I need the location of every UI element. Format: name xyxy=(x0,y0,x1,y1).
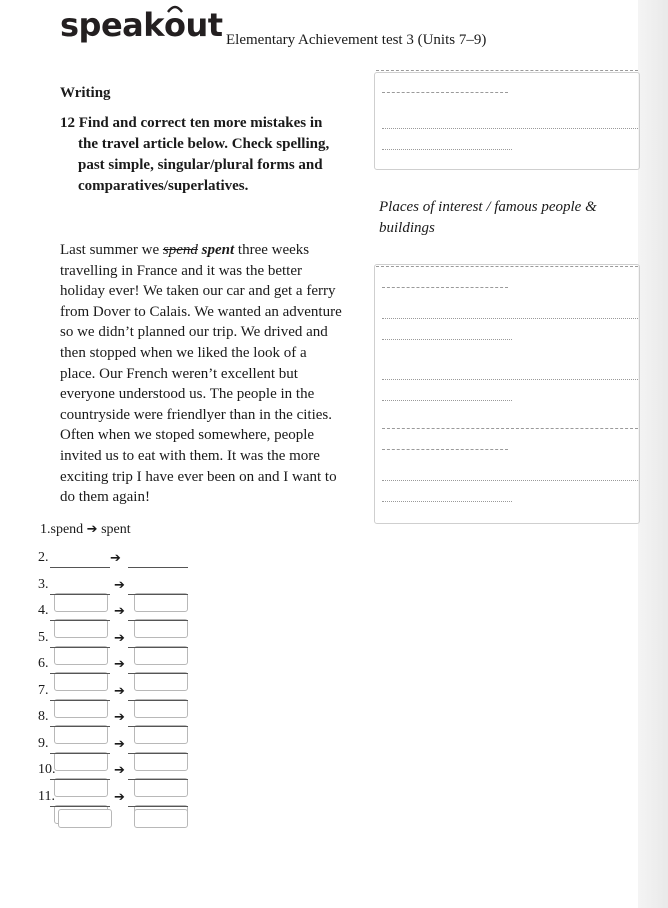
wrong-word-input[interactable] xyxy=(54,646,108,665)
answer-number: 3. xyxy=(38,576,49,592)
answer-number: 2. xyxy=(38,550,49,565)
arrow-right-icon: ➔ xyxy=(114,577,125,593)
logo-o: o xyxy=(164,6,186,44)
arrow-right-icon: ➔ xyxy=(114,630,125,646)
wrong-word-input[interactable] xyxy=(54,752,108,771)
answer-number: 11. xyxy=(38,788,55,804)
places-label: Places of interest / famous people & buildings xyxy=(379,199,597,236)
correct-word-input[interactable] xyxy=(134,725,188,744)
answer-underline xyxy=(128,673,188,674)
correct-word-input[interactable] xyxy=(134,699,188,718)
answer-underline xyxy=(50,673,110,674)
arrow-right-icon: ➔ xyxy=(114,657,125,672)
answer-number: 6. xyxy=(38,656,49,671)
dash-line xyxy=(376,266,638,267)
answer-underline xyxy=(128,700,188,701)
answer-number: 1. xyxy=(40,522,51,537)
article-before: Last summer we xyxy=(60,242,160,258)
logo-text-speak: speak xyxy=(60,6,165,44)
correct-word-input[interactable] xyxy=(134,593,188,612)
signal-arc-icon xyxy=(166,4,184,14)
answer-number: 7. xyxy=(38,682,49,698)
answer-underline xyxy=(128,806,188,807)
dash-line xyxy=(382,287,508,288)
answer-underline xyxy=(50,567,110,568)
answer-underline xyxy=(50,700,110,701)
dash-line xyxy=(376,70,638,71)
dash-line xyxy=(382,428,638,429)
answer-underline xyxy=(128,620,188,621)
wrong-word-input[interactable] xyxy=(54,672,108,691)
answer-underline xyxy=(50,779,110,780)
dash-line xyxy=(382,480,638,481)
arrow-right-icon: ➔ xyxy=(86,522,98,537)
notes-box-bottom[interactable] xyxy=(374,264,640,524)
answer-underline xyxy=(128,726,188,727)
arrow-right-icon: ➔ xyxy=(114,736,125,752)
arrow-right-icon: ➔ xyxy=(114,710,125,725)
answer-underline xyxy=(50,753,110,754)
arrow-right-icon: ➔ xyxy=(114,789,125,805)
correct-word-input[interactable] xyxy=(134,619,188,638)
article-after: three weeks travelling in France and it was the better holiday ever! We taken our car and get a ferry from Dover to Calais. We wanted an adventure so we didn’t planned our trip. We drived and then stopped when we liked the look of a place. Our French weren’t excellent but everyone understood us. The people in the countryside were friendlyer than in the cities. Often when we stoped somewhere, people invited us to eat with them. It was the more exciting trip I have ever been on and I want to do them again! xyxy=(60,242,342,506)
struck-word: spend xyxy=(162,242,198,258)
test-title: Elementary Achievement test 3 (Units 7–9) xyxy=(226,32,487,48)
answer-right: spent xyxy=(101,522,131,537)
answer-underline xyxy=(128,594,188,595)
answer-underline xyxy=(50,620,110,621)
instruction-text: Find and correct ten more mistakes in the travel article below. Check spelling, past simple, singular/plural forms and comparatives/superlatives. xyxy=(78,115,330,194)
answer-underline xyxy=(50,726,110,727)
wrong-word-input[interactable] xyxy=(54,725,108,744)
dash-line xyxy=(382,339,512,340)
wrong-word-input[interactable] xyxy=(58,809,112,828)
answer-underline xyxy=(128,567,188,568)
dash-line xyxy=(382,92,508,93)
answer-underline xyxy=(128,779,188,780)
correct-word-input[interactable] xyxy=(134,752,188,771)
answer-number: 4. xyxy=(38,603,49,618)
speakout-logo xyxy=(60,6,223,44)
correct-word-input[interactable] xyxy=(134,778,188,797)
wrong-word-input[interactable] xyxy=(54,778,108,797)
arrow-right-icon: ➔ xyxy=(110,551,121,566)
travel-article xyxy=(60,240,342,508)
dash-line xyxy=(382,400,512,401)
answer-number: 5. xyxy=(38,629,49,645)
logo-text-ut: ut xyxy=(185,6,223,44)
answer-underline xyxy=(128,753,188,754)
correct-word-input[interactable] xyxy=(134,809,188,828)
correct-word-input[interactable] xyxy=(134,646,188,665)
answer-number: 10. xyxy=(38,762,56,777)
instruction xyxy=(60,113,340,197)
answer-number: 9. xyxy=(38,735,49,751)
page-edge-shadow xyxy=(638,0,668,908)
arrow-right-icon: ➔ xyxy=(114,763,125,778)
corrected-word: spent xyxy=(201,242,235,258)
dash-line xyxy=(382,149,512,150)
answer-underline xyxy=(128,647,188,648)
answer-underline xyxy=(50,806,110,807)
answer-underline xyxy=(50,647,110,648)
wrong-word-input[interactable] xyxy=(54,699,108,718)
correct-word-input[interactable] xyxy=(134,672,188,691)
answer-row-example xyxy=(40,522,131,538)
instruction-number: 12 xyxy=(60,115,75,131)
dash-line xyxy=(382,449,508,450)
answer-wrong: spend xyxy=(50,522,84,537)
answer-number: 8. xyxy=(38,709,49,724)
answer-underline xyxy=(50,594,110,595)
section-heading: Writing xyxy=(60,85,111,101)
notes-box-top[interactable] xyxy=(374,72,640,170)
arrow-right-icon: ➔ xyxy=(114,604,125,619)
wrong-word-input[interactable] xyxy=(54,619,108,638)
dash-line xyxy=(382,128,638,129)
dash-line xyxy=(382,379,638,380)
dash-line xyxy=(382,501,512,502)
dash-line xyxy=(382,318,638,319)
arrow-right-icon: ➔ xyxy=(114,683,125,699)
wrong-word-input[interactable] xyxy=(54,593,108,612)
